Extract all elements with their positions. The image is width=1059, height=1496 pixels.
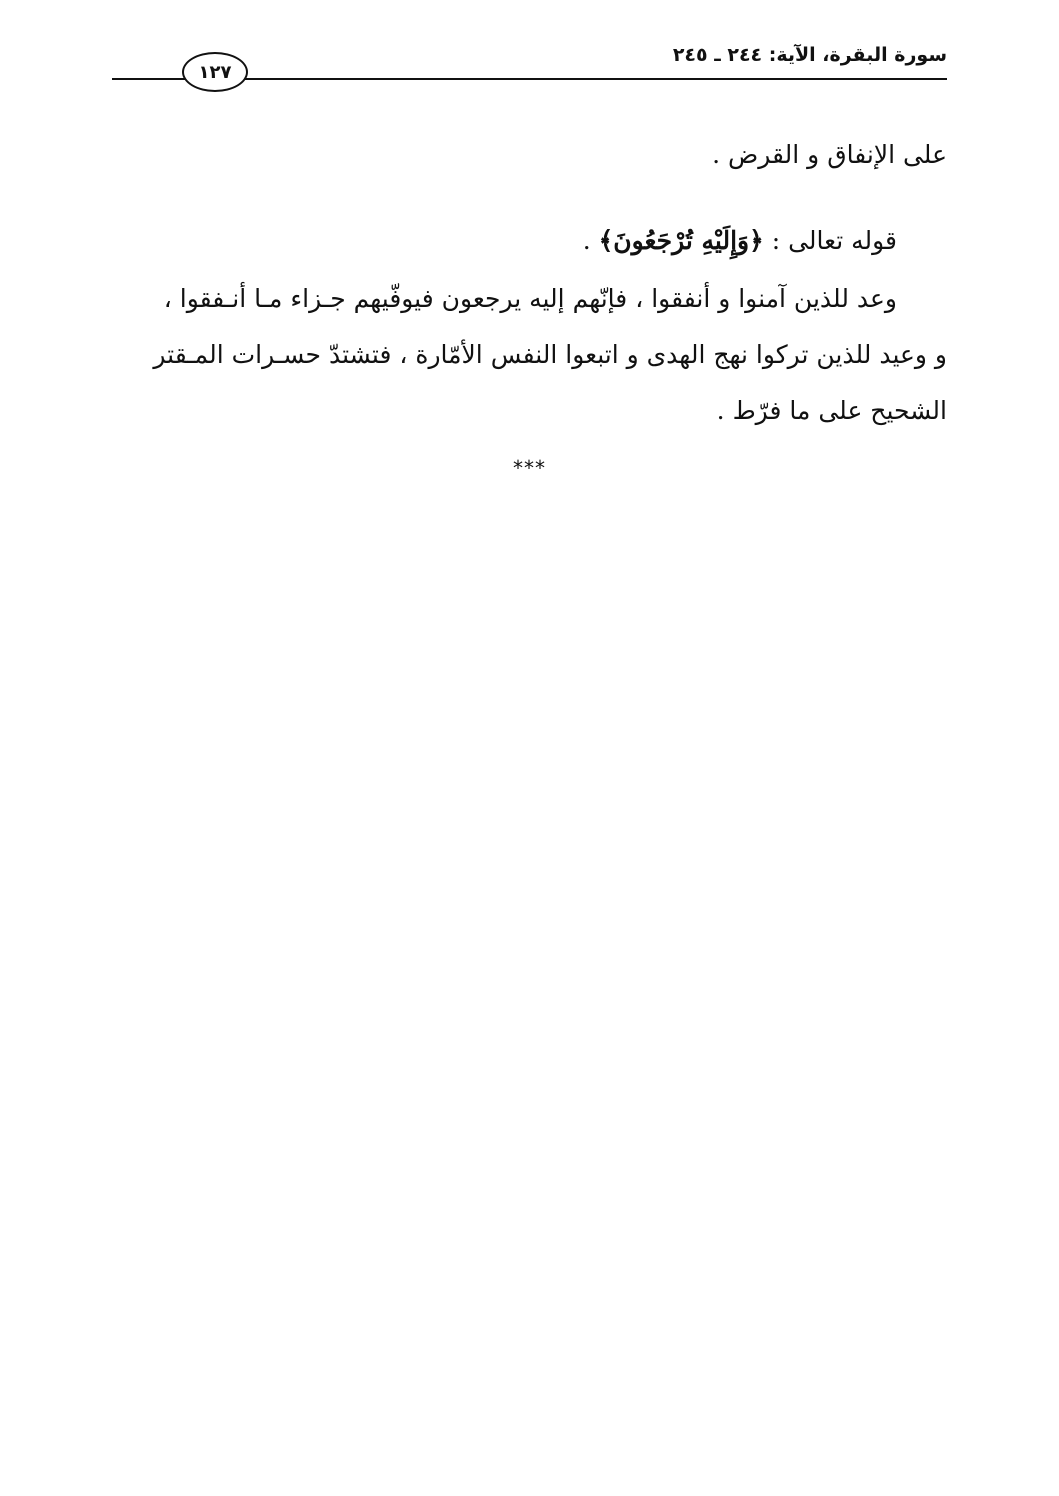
- page-number-badge: ١٢٧: [182, 52, 248, 92]
- running-header-title: سورة البقرة، الآية: ٢٤٤ ـ ٢٤٥: [672, 44, 947, 66]
- paragraph-line: وعد للذين آمنوا و أنفقوا ، فإنّهم إليه يرجعون فيوفّيهم جـزاء مـا أنـفقوا ،: [163, 284, 897, 313]
- verse-line: [112, 213, 947, 269]
- text-line-continuation: [112, 127, 947, 183]
- section-ornament: ***: [513, 456, 546, 480]
- quran-verse: ﴿وَإِلَيْهِ تُرْجَعُونَ﴾: [598, 226, 764, 255]
- commentary-paragraph: [112, 271, 947, 439]
- verse-intro: قوله تعالى :: [763, 226, 897, 255]
- body-line: على الإنفاق و القرض .: [712, 140, 947, 169]
- paragraph-line: و وعيد للذين تركوا نهج الهدى و اتبعوا النفس الأمّارة ، فتشتدّ حسـرات المـقتر: [153, 340, 947, 369]
- verse-end: .: [582, 226, 599, 255]
- verse-heading: [112, 213, 947, 269]
- paragraph-line: الشحيح على ما فرّط .: [716, 396, 947, 425]
